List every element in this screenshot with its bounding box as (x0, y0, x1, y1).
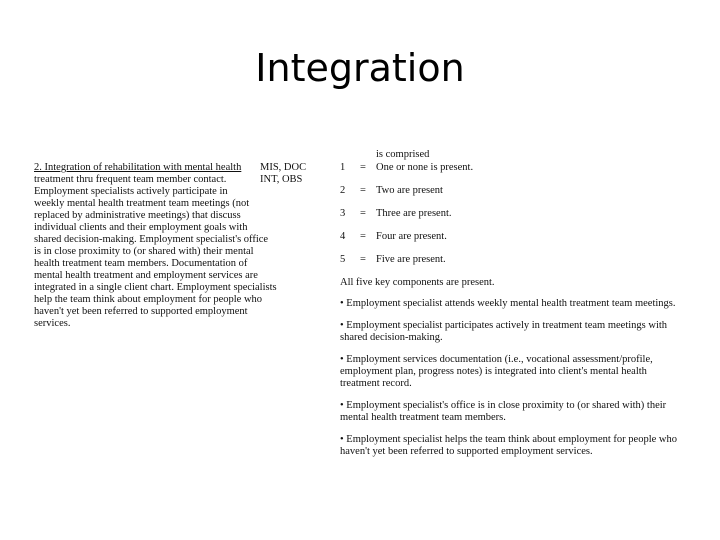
key-component-line: haven't yet been referred to supported employment services. (340, 446, 593, 457)
rating-text: One or none is present. (376, 162, 474, 173)
rating-text: Two are present (376, 185, 443, 196)
key-component-line: • Employment specialist's office is in close proximity to (or shared with) their (340, 400, 667, 411)
key-component-line: mental health treatment team members. (340, 412, 506, 423)
description-line: help the team think about employment for people who (34, 294, 263, 305)
key-component-item (340, 354, 680, 390)
rating-dash: = (360, 162, 366, 173)
rating-text: Four are present. (376, 231, 447, 242)
data-sources (260, 162, 320, 186)
data-source: INT, OBS (260, 174, 303, 185)
key-component-item (340, 434, 680, 458)
description-line: integrated in a single client chart. Employment specialists (34, 282, 277, 293)
key-component-line: shared decision-making. (340, 332, 443, 343)
top-fragment: is comprised (376, 149, 430, 160)
rating-row (340, 254, 480, 266)
rating-score: 1 (340, 162, 346, 173)
data-source: MIS, DOC (260, 162, 307, 173)
all-five-note: All five key components are present. (340, 277, 495, 288)
rating-score: 3 (340, 208, 346, 219)
description-line: treatment thru frequent team member contact. (34, 174, 227, 185)
item-description (34, 162, 277, 330)
description-line: mental health treatment and employment services are (34, 270, 258, 281)
rating-score: 2 (340, 185, 346, 196)
description-line: replaced by administrative meetings) that discuss (34, 210, 241, 221)
key-component-line: employment plan, progress notes) is integrated into client's mental health (340, 366, 647, 377)
key-component-line: • Employment services documentation (i.e., vocational assessment/profile, (340, 354, 653, 365)
description-line: shared decision-making. Employment specialist's office (34, 234, 269, 245)
key-component-line: • Employment specialist participates actively in treatment team meetings with (340, 320, 668, 331)
rating-dash: = (360, 231, 366, 242)
rating-score: 4 (340, 231, 346, 242)
rating-score: 5 (340, 254, 346, 265)
key-component-line: treatment record. (340, 378, 412, 389)
key-component-line: • Employment specialist helps the team think about employment for people who (340, 434, 677, 445)
description-line: individual clients and their employment goals with (34, 222, 248, 233)
rating-text: Three are present. (376, 208, 452, 219)
key-component-item (340, 320, 680, 344)
description-line: Employment specialists actively participate in (34, 186, 228, 197)
key-component-item (340, 400, 680, 424)
rating-row (340, 208, 480, 220)
rating-row (340, 231, 480, 243)
description-line: services. (34, 318, 71, 329)
rating-dash: = (360, 185, 366, 196)
slide-title: Integration (255, 46, 465, 90)
description-lines (34, 174, 277, 330)
rating-row (340, 185, 480, 197)
description-line: weekly mental health treatment team meetings (not (34, 198, 250, 209)
key-components-list (340, 298, 680, 468)
description-line: health treatment team members. Documentation of (34, 258, 248, 269)
item-heading: 2. Integration of rehabilitation with mental health (34, 162, 242, 173)
key-component-item (340, 298, 680, 310)
rating-dash: = (360, 208, 366, 219)
key-component-line: • Employment specialist attends weekly mental health treatment team meetings. (340, 298, 676, 309)
description-line: haven't yet been referred to supported employment (34, 306, 248, 317)
rating-text: Five are present. (376, 254, 446, 265)
rating-dash: = (360, 254, 366, 265)
rating-row (340, 162, 480, 174)
description-line: is in close proximity to (or shared with) their mental (34, 246, 254, 257)
